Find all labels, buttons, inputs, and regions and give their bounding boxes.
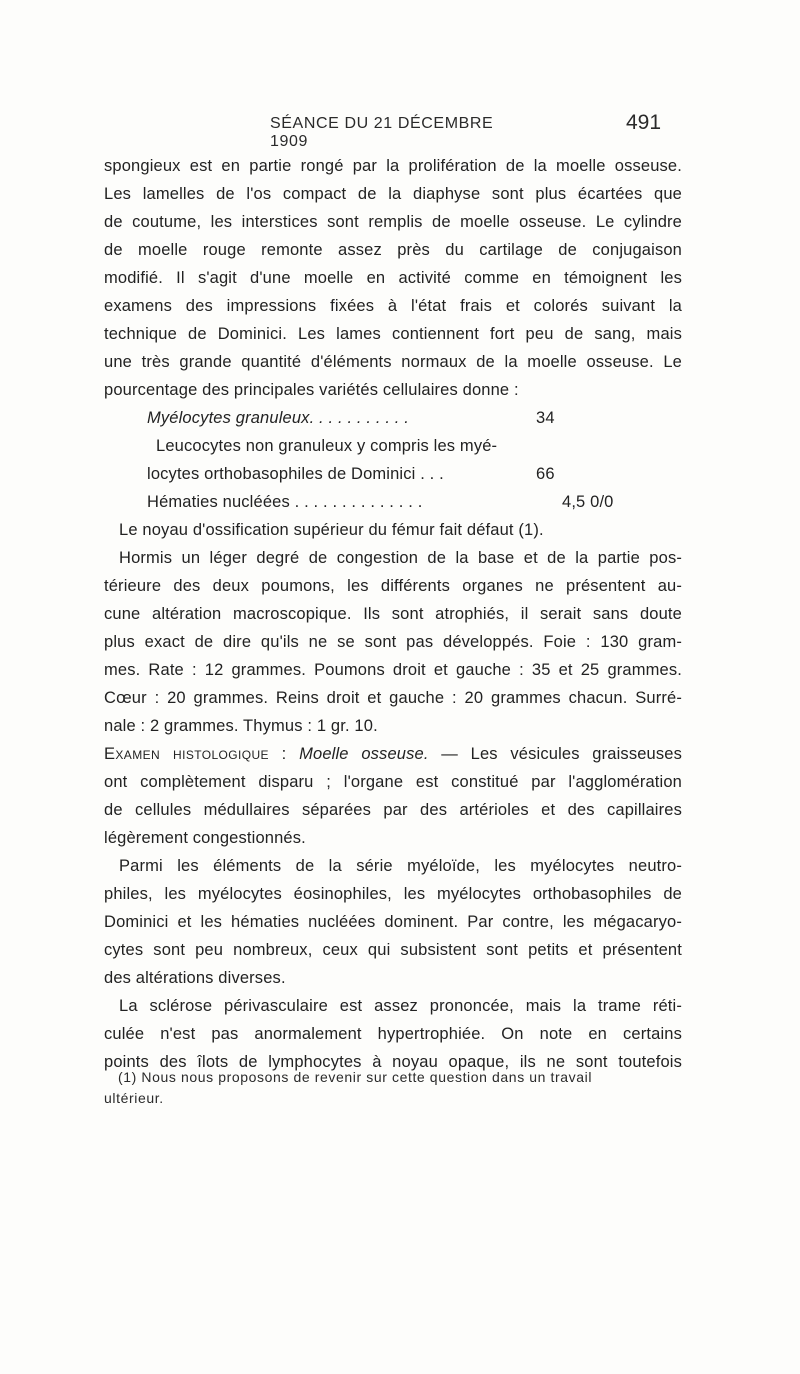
table-value: 4,5 0/0	[562, 493, 614, 511]
text-line: technique de Dominici. Les lames contiennent fort peu de sang, mais	[104, 325, 682, 343]
section-heading: Examen histologique	[104, 745, 269, 763]
footnote	[104, 1067, 682, 1109]
text-line: philes, les myélocytes éosinophiles, les myélocytes orthobasophiles de	[104, 885, 682, 903]
table-row	[104, 488, 682, 516]
table-row	[104, 460, 682, 488]
text-line: spongieux est en partie rongé par la prolifération de la moelle osseuse.	[104, 157, 682, 175]
section-subheading: Moelle osseuse.	[299, 745, 429, 763]
text-line: Le noyau d'ossification supérieur du fémur fait défaut (1).	[119, 521, 544, 539]
text-fragment: — Les vésicules graisseuses	[428, 745, 682, 763]
text-line: modifié. Il s'agit d'une moelle en activité comme en témoignent les	[104, 269, 682, 287]
table-row	[104, 432, 682, 460]
text-line: ont complètement disparu ; l'organe est constitué par l'agglomération	[104, 773, 682, 791]
text-line: légèrement congestionnés.	[104, 829, 306, 847]
text-line: de coutume, les interstices sont remplis de moelle osseuse. Le cylindre	[104, 213, 682, 231]
text-line: Parmi les éléments de la série myéloïde, les myélocytes neutro-	[119, 857, 682, 875]
section-heading-line	[104, 740, 682, 768]
text-line: pourcentage des principales variétés cellulaires donne :	[104, 381, 519, 399]
table-label: Leucocytes non granuleux y compris les myé-	[156, 437, 498, 455]
text-line: culée n'est pas anormalement hypertrophiée. On note en certains	[104, 1025, 682, 1043]
body-text	[104, 152, 682, 1076]
text-line: Dominici et les hématies nucléées dominent. Par contre, les mégacaryo-	[104, 913, 682, 931]
text-line: Cœur : 20 grammes. Reins droit et gauche : 20 grammes chacun. Surré-	[104, 689, 682, 707]
table-label: Myélocytes granuleux. . . . . . . . . . .	[147, 409, 409, 427]
text-line: de moelle rouge remonte assez près du cartilage de conjugaison	[104, 241, 682, 259]
table-value: 66	[536, 465, 555, 483]
heading-separator: :	[268, 745, 300, 763]
text-line: Hormis un léger degré de congestion de la base et de la partie pos-	[119, 549, 682, 567]
footnote-line: ultérieur.	[104, 1090, 164, 1106]
text-line: La sclérose périvasculaire est assez prononcée, mais la trame réti-	[119, 997, 682, 1015]
running-title: SÉANCE DU 21 DÉCEMBRE 1909	[270, 115, 494, 150]
table-value: 34	[536, 409, 555, 427]
text-line: plus exact de dire qu'ils ne se sont pas développés. Foie : 130 gram-	[104, 633, 682, 651]
text-line: points des îlots de lymphocytes à noyau opaque, ils ne sont toutefois	[104, 1053, 682, 1071]
text-line: des altérations diverses.	[104, 969, 286, 987]
table-row	[104, 404, 682, 432]
text-line: Les lamelles de l'os compact de la diaphyse sont plus écartées que	[104, 185, 682, 203]
footnote-line: (1) Nous nous proposons de revenir sur cette question dans un travail	[118, 1069, 593, 1085]
text-line: cytes sont peu nombreux, ceux qui subsistent sont petits et présentent	[104, 941, 682, 959]
table-label: locytes orthobasophiles de Dominici . . .	[147, 465, 444, 483]
page-number: 491	[626, 111, 662, 134]
text-line: nale : 2 grammes. Thymus : 1 gr. 10.	[104, 717, 378, 735]
text-line: mes. Rate : 12 grammes. Poumons droit et gauche : 35 et 25 grammes.	[104, 661, 682, 679]
text-line: térieure des deux poumons, les différents organes ne présentent au-	[104, 577, 682, 595]
text-line: examens des impressions fixées à l'état frais et colorés suivant la	[104, 297, 682, 315]
table-label: Hématies nucléées . . . . . . . . . . . . . .	[147, 493, 423, 511]
text-line: de cellules médullaires séparées par des artérioles et des capillaires	[104, 801, 682, 819]
text-line: une très grande quantité d'éléments normaux de la moelle osseuse. Le	[104, 353, 682, 371]
text-line: cune altération macroscopique. Ils sont atrophiés, il serait sans doute	[104, 605, 682, 623]
